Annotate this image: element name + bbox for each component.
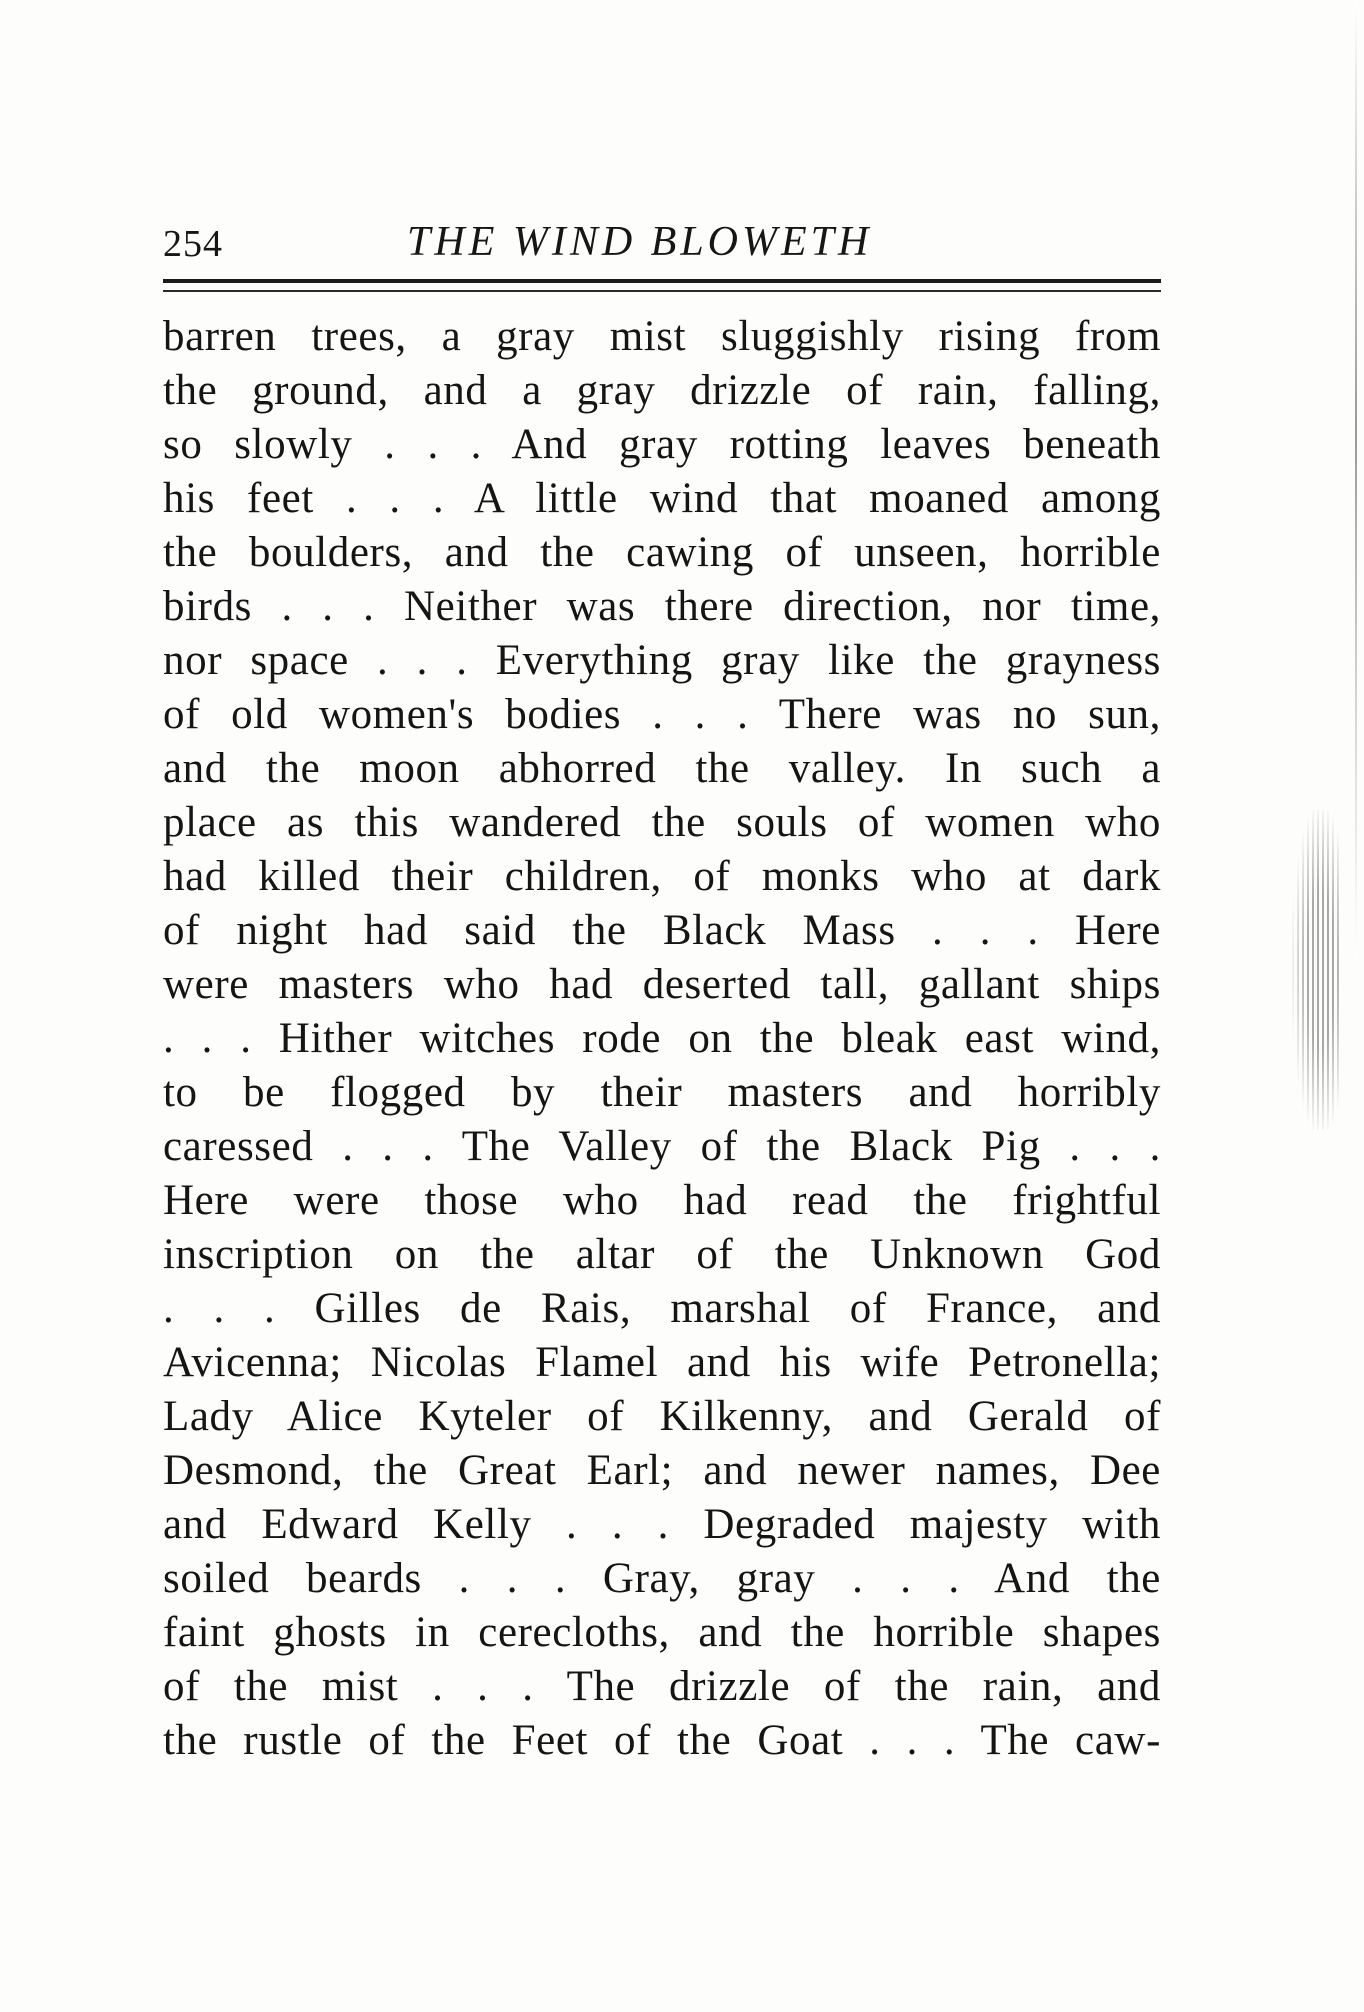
text-line: nor space . . . Everything gray like the grayness bbox=[163, 637, 1161, 684]
text-line: and the moon abhorred the valley. In such a bbox=[163, 745, 1161, 792]
header-rule-thick bbox=[163, 279, 1161, 283]
text-line: Here were those who had read the frightful bbox=[163, 1177, 1161, 1224]
scan-margin-edge bbox=[1355, 0, 1357, 960]
text-line: caressed . . . The Valley of the Black Pig . . . bbox=[163, 1123, 1161, 1170]
text-line: birds . . . Neither was there direction, nor time, bbox=[163, 583, 1161, 630]
body-text bbox=[163, 310, 1161, 1768]
text-line: soiled beards . . . Gray, gray . . . And the bbox=[163, 1555, 1161, 1602]
text-line: and Edward Kelly . . . Degraded majesty with bbox=[163, 1501, 1161, 1548]
text-line: inscription on the altar of the Unknown God bbox=[163, 1231, 1161, 1278]
text-line: were masters who had deserted tall, gallant ships bbox=[163, 961, 1161, 1008]
text-line: had killed their children, of monks who at dark bbox=[163, 853, 1161, 900]
page-number: 254 bbox=[163, 223, 223, 265]
text-line: so slowly . . . And gray rotting leaves beneath bbox=[163, 421, 1161, 468]
page-header bbox=[163, 216, 1161, 272]
text-line: of the mist . . . The drizzle of the rain, and bbox=[163, 1663, 1161, 1710]
text-line: the rustle of the Feet of the Goat . . . The caw- bbox=[163, 1717, 1161, 1764]
text-line: of night had said the Black Mass . . . Here bbox=[163, 907, 1161, 954]
text-line: Avicenna; Nicolas Flamel and his wife Petronella; bbox=[163, 1339, 1161, 1386]
text-line: faint ghosts in cerecloths, and the horrible shapes bbox=[163, 1609, 1161, 1656]
text-line: of old women's bodies . . . There was no sun, bbox=[163, 691, 1161, 738]
text-line: to be flogged by their masters and horribly bbox=[163, 1069, 1161, 1116]
text-line: Desmond, the Great Earl; and newer names, Dee bbox=[163, 1447, 1161, 1494]
scan-bleed-through bbox=[1292, 810, 1340, 1130]
text-line: the boulders, and the cawing of unseen, horrible bbox=[163, 529, 1161, 576]
text-line: . . . Gilles de Rais, marshal of France, and bbox=[163, 1285, 1161, 1332]
text-line: . . . Hither witches rode on the bleak east wind, bbox=[163, 1015, 1161, 1062]
text-line: Lady Alice Kyteler of Kilkenny, and Gerald of bbox=[163, 1393, 1161, 1440]
text-line: the ground, and a gray drizzle of rain, falling, bbox=[163, 367, 1161, 414]
running-title: THE WIND BLOWETH bbox=[407, 219, 873, 265]
header-rule-thin bbox=[163, 290, 1161, 292]
text-line: his feet . . . A little wind that moaned among bbox=[163, 475, 1161, 522]
text-line: barren trees, a gray mist sluggishly rising from bbox=[163, 313, 1161, 360]
text-line: place as this wandered the souls of women who bbox=[163, 799, 1161, 846]
